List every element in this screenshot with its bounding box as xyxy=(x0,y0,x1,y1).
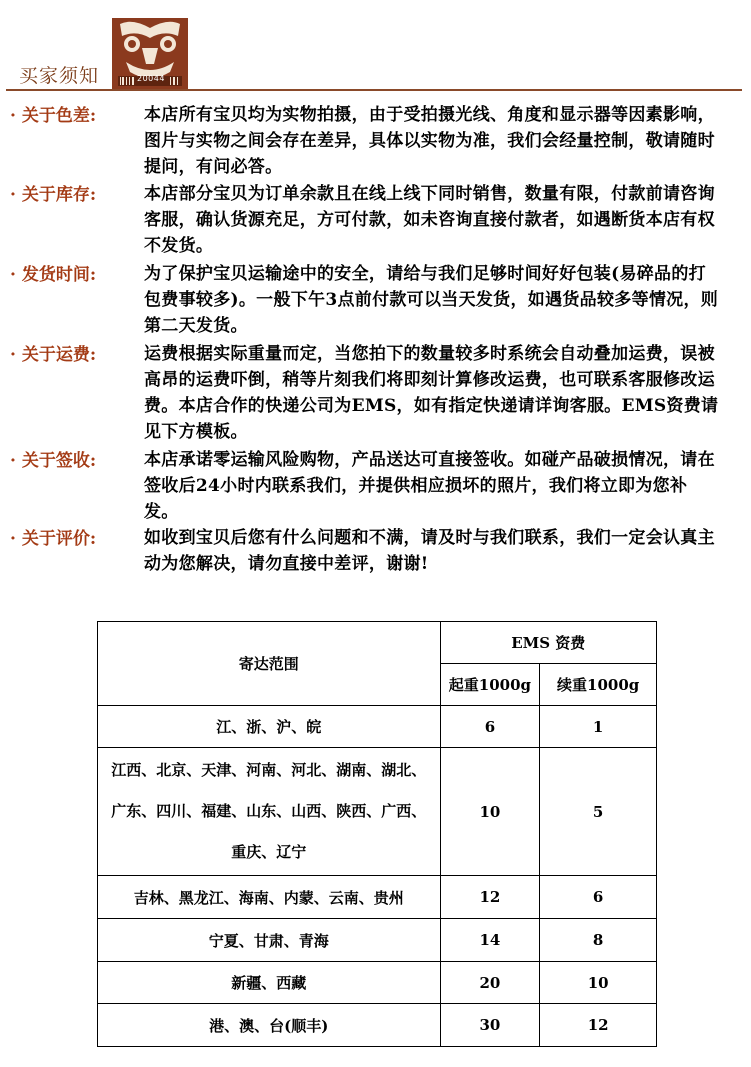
extra-fee-cell: 6 xyxy=(540,876,657,919)
region-cell: 江西、北京、天津、河南、河北、湖南、湖北、广东、四川、福建、山东、山西、陕西、广西、重庆、辽宁 xyxy=(98,748,441,876)
header-divider xyxy=(6,89,742,91)
table-row xyxy=(98,748,657,876)
extra-weight-header: 续重1000g xyxy=(540,664,657,706)
notice-label: · 关于库存: xyxy=(10,185,97,205)
first-fee-cell: 12 xyxy=(440,876,540,919)
region-cell: 江、浙、沪、皖 xyxy=(98,706,441,748)
extra-fee-cell: 1 xyxy=(540,706,657,748)
extra-fee-cell: 10 xyxy=(540,962,657,1004)
extra-fee-cell: 5 xyxy=(540,748,657,876)
region-cell: 港、澳、台(顺丰) xyxy=(98,1004,441,1047)
notice-text: 本店所有宝贝均为实物拍摄，由于受拍摄光线、角度和显示器等因素影响，图片与实物之间会存在差异，具体以实物为准，我们会经量控制，敬请随时提问，有问必答。 xyxy=(144,105,715,177)
region-header: 寄达范围 xyxy=(98,622,441,706)
notice-text: 如收到宝贝后您有什么问题和不满，请及时与我们联系，我们一定会认真主动为您解决，请勿直接中差评，谢谢! xyxy=(144,528,715,574)
table-row xyxy=(98,962,657,1004)
extra-fee-cell: 12 xyxy=(540,1004,657,1047)
extra-fee-cell: 8 xyxy=(540,919,657,962)
notice-text: 本店承诺零运输风险购物，产品送达可直接签收。如碰产品破损情况，请在签收后24小时内联系我们，并提供相应损坏的照片，我们将立即为您补发。 xyxy=(144,450,715,522)
notice-label: · 关于签收: xyxy=(10,451,97,471)
first-fee-cell: 14 xyxy=(440,919,540,962)
region-cell: 新疆、西藏 xyxy=(98,962,441,1004)
table-row xyxy=(98,706,657,748)
first-fee-cell: 30 xyxy=(440,1004,540,1047)
table-row xyxy=(98,1004,657,1047)
fee-header: EMS 资费 xyxy=(440,622,656,664)
ems-fee-table xyxy=(97,621,657,1047)
region-cell: 吉林、黑龙江、海南、内蒙、云南、贵州 xyxy=(98,876,441,919)
first-fee-cell: 6 xyxy=(440,706,540,748)
table-row xyxy=(98,876,657,919)
logo-number: 20044 xyxy=(137,74,165,83)
region-cell: 宁夏、甘肃、青海 xyxy=(98,919,441,962)
notice-label: · 关于色差: xyxy=(10,106,97,126)
page-title: 买家须知 xyxy=(19,65,100,87)
first-weight-header: 起重1000g xyxy=(440,664,540,706)
notice-text: 本店部分宝贝为订单余款且在线上线下同时销售，数量有限，付款前请咨询客服，确认货源充足，方可付款，如未咨询直接付款者，如遇断货本店有权不发货。 xyxy=(144,184,715,256)
notice-text: 为了保护宝贝运输途中的安全，请给与我们足够时间好好包装(易碎品的打包费事较多)。一般下午3点前付款可以当天发货，如遇货品较多等情况，则第二天发货。 xyxy=(144,264,719,336)
notice-label: · 发货时间: xyxy=(10,265,97,285)
notice-label: · 关于运费: xyxy=(10,345,97,365)
first-fee-cell: 10 xyxy=(440,748,540,876)
notice-text: 运费根据实际重量而定，当您拍下的数量较多时系统会自动叠加运费，误被高昂的运费吓倒，稍等片刻我们将即刻计算修改运费，也可联系客服修改运费。本店合作的快递公司为EMS，如有指定快递请详询客服。EMS资费请见下方模板。 xyxy=(144,344,719,442)
notice-label: · 关于评价: xyxy=(10,529,97,549)
page-header xyxy=(0,0,751,92)
table-row xyxy=(98,919,657,962)
first-fee-cell: 20 xyxy=(440,962,540,1004)
